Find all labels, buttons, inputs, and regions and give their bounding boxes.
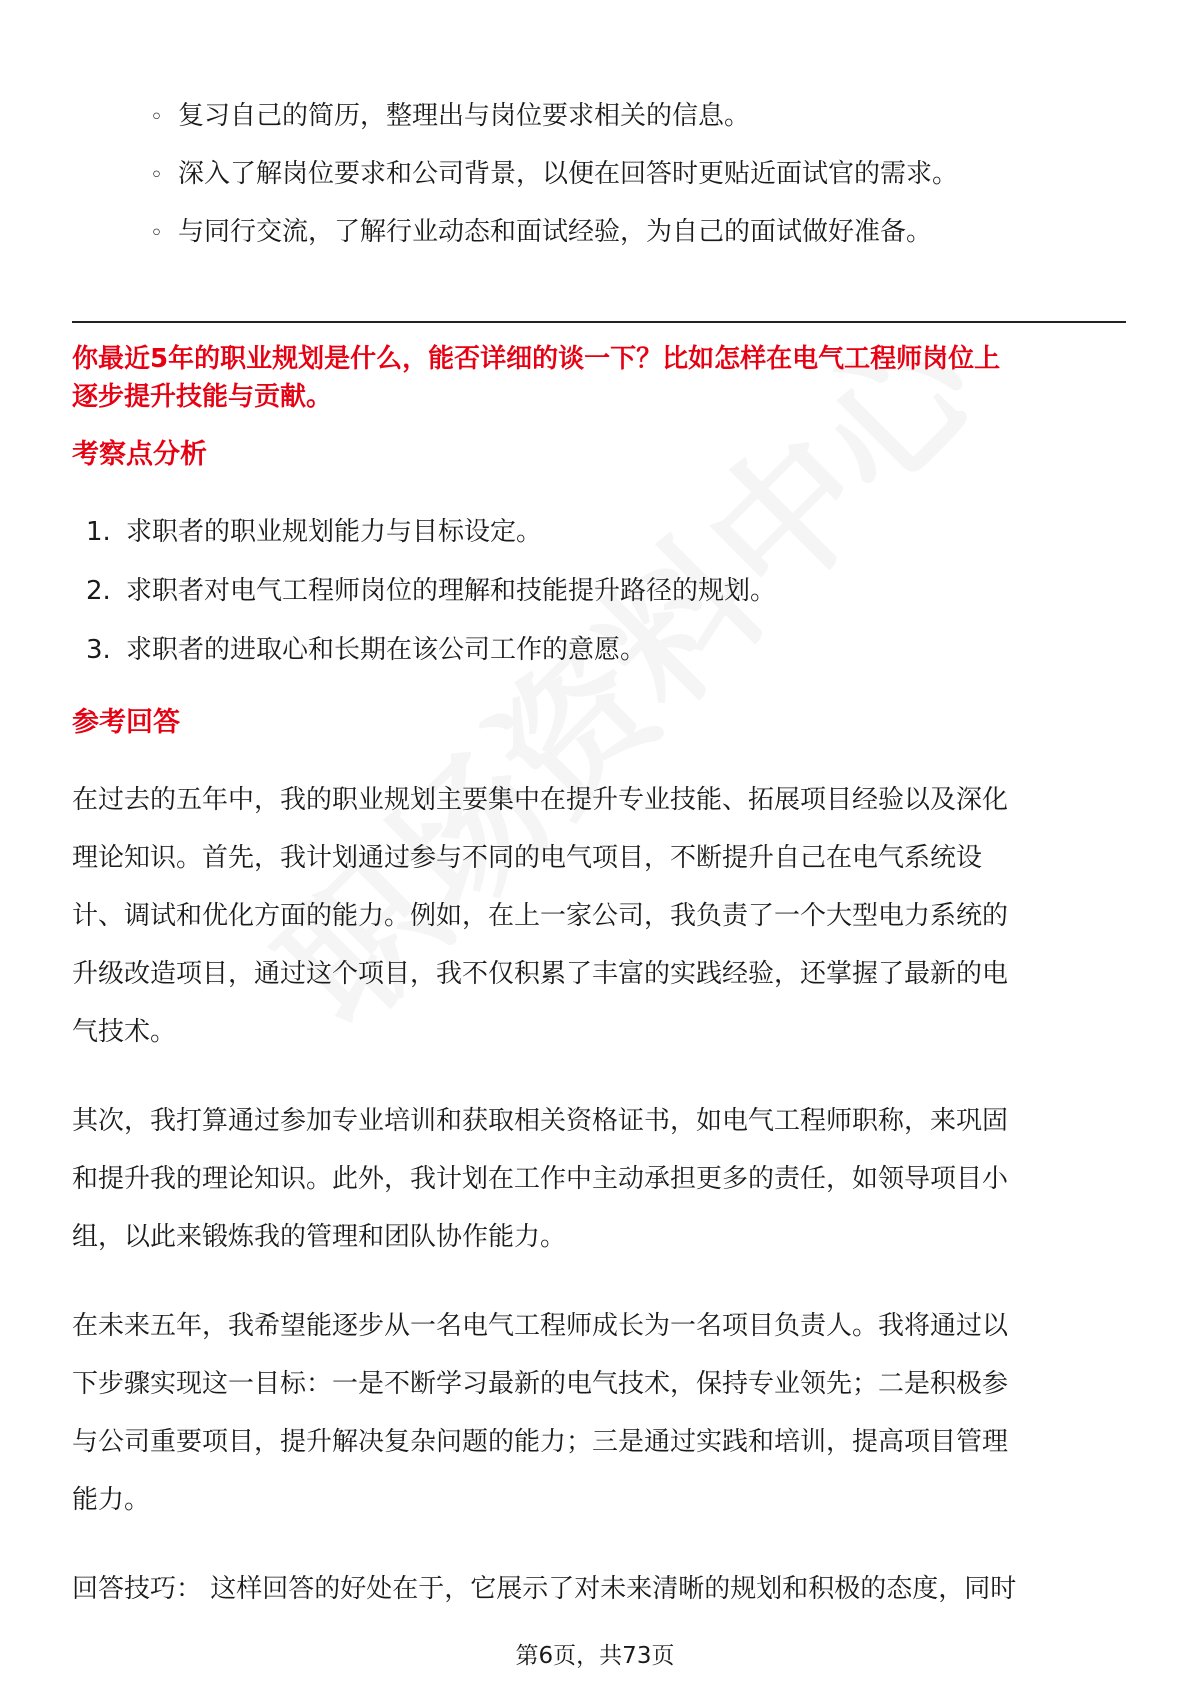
- section-divider: [72, 321, 1126, 323]
- answer-tips-paragraph: 回答技巧： 这样回答的好处在于，它展示了对未来清晰的规划和积极的态度，同时: [72, 1574, 1017, 1604]
- question-line: 逐步提升技能与贡献。: [72, 382, 333, 412]
- list-item: ◦ 与同行交流，了解行业动态和面试经验，为自己的面试做好准备。: [150, 216, 958, 248]
- answer-paragraph: 其次，我打算通过参加专业培训和获取相关资格证书，如电气工程师职称，来巩固 和提升我的理论知识。此外，我计划在工作中主动承担更多的责任，如领导项目小 组，以此来锻炼我的管理和团队协作能力。: [72, 1106, 1009, 1252]
- list-number: 3.: [86, 635, 111, 665]
- analysis-list: [86, 516, 776, 693]
- answer-paragraph: 在过去的五年中，我的职业规划主要集中在提升专业技能、拓展项目经验以及深化 理论知识。首先，我计划通过参与不同的电气项目，不断提升自己在电气系统设 计、调试和优化方面的能力。例如，在上一家公司，我负责了一个大型电力系统的 升级改造项目，通过这个项目，我不仅积累了丰富的实践经验，还掌握了最新的电 气技术。: [72, 785, 1009, 1047]
- list-number: 1.: [86, 517, 111, 547]
- bullet-icon: ◦: [150, 163, 163, 188]
- list-number: 2.: [86, 576, 111, 606]
- list-item: 2. 求职者对电气工程师岗位的理解和技能提升路径的规划。: [86, 576, 777, 606]
- question-heading: [72, 340, 1132, 416]
- analysis-title: 考察点分析: [72, 439, 207, 470]
- bullet-icon: ◦: [150, 221, 163, 246]
- bullet-icon: ◦: [150, 105, 163, 130]
- list-item: ◦ 深入了解岗位要求和公司背景，以便在回答时更贴近面试官的需求。: [150, 158, 958, 190]
- answer-title: 参考回答: [72, 707, 180, 738]
- answer-paragraph: 在未来五年，我希望能逐步从一名电气工程师成长为一名项目负责人。我将通过以 下步骤实现这一目标：一是不断学习最新的电气技术，保持专业领先；二是积极参 与公司重要项目，提升解决复杂问题的能力；三是通过实践和培训，提高项目管理 能力。: [72, 1311, 1009, 1515]
- prep-bullet-list: [150, 100, 958, 274]
- list-item: 3. 求职者的进取心和长期在该公司工作的意愿。: [86, 635, 647, 665]
- page-number-footer: 第6页，共73页: [515, 1643, 675, 1669]
- list-item: ◦ 复习自己的简历，整理出与岗位要求相关的信息。: [150, 100, 958, 132]
- list-item: 1. 求职者的职业规划能力与目标设定。: [86, 517, 543, 547]
- question-line: 你最近5年的职业规划是什么，能否详细的谈一下？比如怎样在电气工程师岗位上: [72, 344, 1001, 374]
